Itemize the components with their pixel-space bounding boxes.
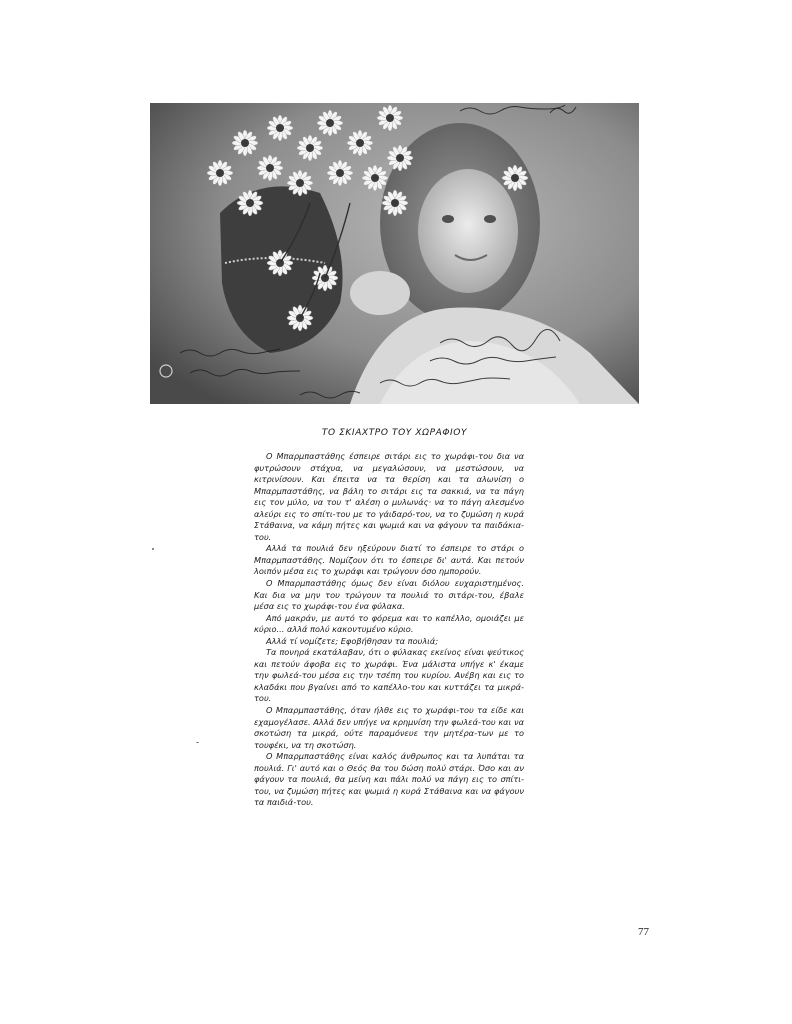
paragraph: Από μακράν, με αυτό το φόρεμα και το καπέλλο, ομοιάζει με κύριο... αλλά πολύ κακοντυμένο κύριο.	[254, 612, 524, 635]
paragraph: Ο Μπαρμπαστάθης έσπειρε σιτάρι εις το χωράφι-του δια να φυτρώσουν στάχυα, να μεγαλώσουν, να μεστώσουν, να κιτρινίσουν. Και έπειτα να τα θερίση και τα αλωνίση ο Μπαρμπαστάθης, να βάλη το σιτάρι εις τα σακκιά, να τα πάγη εις τον μύλο, να του τ' αλέση ο μυλωνάς· να το πάγη αλεσμένο αλεύρι εις το σπίτι-του με το γάιδαρό-του, να το ζυμώση η κυρά Στάθαινα, να κάμη πήτες και ψωμιά και να φάγουν τα παιδάκια-του.	[254, 451, 524, 542]
scan-speck	[196, 742, 199, 743]
scan-speck	[152, 548, 154, 550]
paragraph: Ο Μπαρμπαστάθης είναι καλός άνθρωπος και τα λυπάται τα πουλιά. Γι' αυτό και ο Θεός θα του δώση πολύ στάρι. Όσο και αν φάγουν τα πουλιά, θα μείνη και πάλι πολύ να πάγη εις το σπίτι-του, να ζυμώση πήτες και ψωμιά η κυρά Στάθαινα και να φάγουν τα παιδιά-του.	[254, 751, 524, 808]
postcard-photo	[150, 103, 639, 404]
paragraph: Ο Μπαρμπαστάθης όμως δεν είναι διόλου ευχαριστημένος. Και δια να μην του τρώγουν τα πουλιά το σιτάρι-του, έβαλε μέσα εις το χωράφι-του ένα φύλακα.	[254, 578, 524, 612]
paragraph: Τα πονηρά εκατάλαβαν, ότι ο φύλακας εκείνος είναι ψεύτικος και πετούν άφοβα εις το χωράφι. Ένα μάλιστα υπήγε κ' έκαμε την φωλεά-του μέσα εις την τσέπη του κυρίου. Ανέβη και εις το κλαδάκι που βγαίνει από το καπέλλο-του και κυττάζει τα μικρά-του.	[254, 647, 524, 704]
caption-title: ΤΟ ΣΚΙΑΧΤΡΟ ΤΟΥ ΧΩΡΑΦΙΟΥ	[321, 428, 468, 438]
paragraph: Αλλά τα πουλιά δεν ηξεύρουν διατί το έσπειρε το στάρι ο Μπαρμπαστάθης. Νομίζουν ότι το έσπειρε δι' αυτά. Και πετούν λοιπόν μέσα εις το χωράφι και τρώγουν όσο ημπορούν.	[254, 543, 524, 577]
page-number: 77	[638, 926, 649, 938]
paragraph: Αλλά τί νομίζετε; Εφοβήθησαν τα πουλιά;	[266, 635, 439, 646]
paragraph: Ο Μπαρμπαστάθης, όταν ήλθε εις το χωράφι-του τα είδε και εχαμογέλασε. Αλλά δεν υπήγε να κρημνίση την φωλεά-του και να σκοτώση τα μικρά, ούτε παραμόνευε την μητέρα-των με το τουφέκι, να τη σκοτώση.	[254, 705, 524, 750]
girl-with-daisies-icon	[150, 103, 639, 404]
story-text	[254, 451, 524, 809]
